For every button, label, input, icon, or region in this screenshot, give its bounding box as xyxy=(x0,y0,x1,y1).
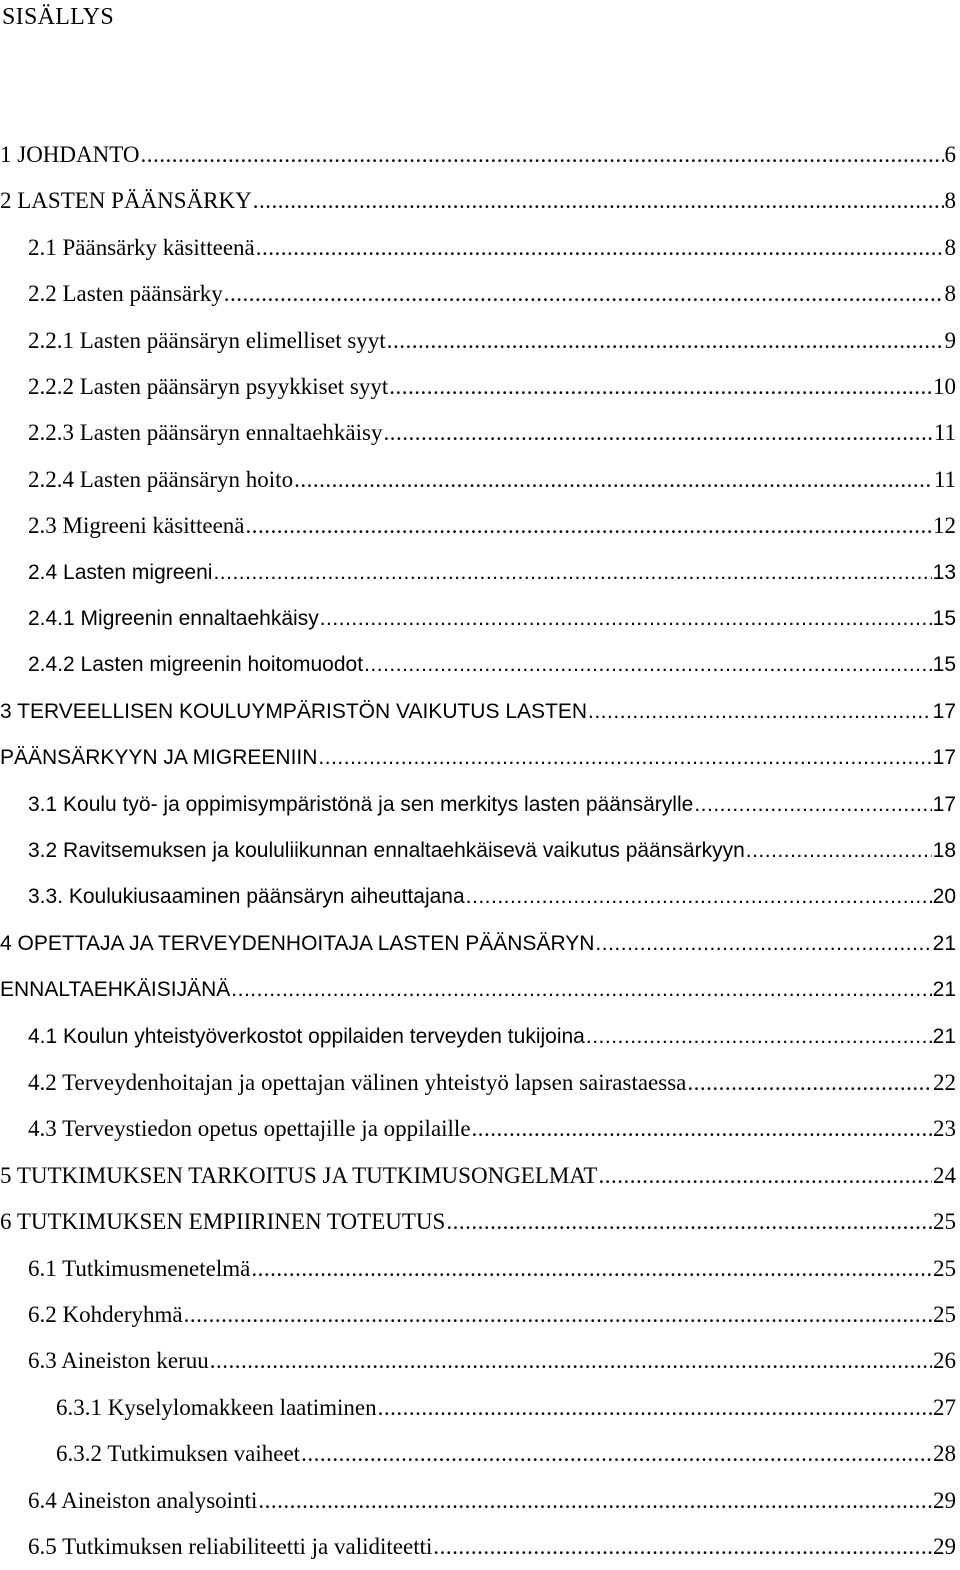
toc-entry-label: 2.2.1 Lasten päänsäryn elimelliset syyt xyxy=(28,328,386,353)
toc-entry-label: 3.2 Ravitsemuksen ja koululiikunnan ennaltaehkäisevä vaikutus päänsärkyyn xyxy=(28,839,745,862)
toc-entry-label: 6.1 Tutkimusmenetelmä xyxy=(28,1256,251,1281)
toc-entry[interactable] xyxy=(0,790,956,820)
dot-leader xyxy=(294,465,933,495)
toc-entry-page-number: 20 xyxy=(932,885,956,908)
toc-entry[interactable] xyxy=(0,233,956,263)
dot-leader xyxy=(433,1532,932,1562)
toc-entry-page-number: 26 xyxy=(933,1348,956,1373)
toc-entry[interactable] xyxy=(0,1346,956,1376)
dot-leader xyxy=(378,1393,932,1423)
dot-leader xyxy=(364,650,932,680)
dot-leader xyxy=(224,279,944,309)
toc-entry[interactable] xyxy=(0,604,956,634)
toc-entry-page-number: 17 xyxy=(932,793,956,816)
toc-entry-label: 2.1 Päänsärky käsitteenä xyxy=(28,235,255,260)
dot-leader xyxy=(687,1068,932,1098)
toc-entry[interactable] xyxy=(0,1114,956,1144)
toc-entry-label: 3.3. Koulukiusaaminen päänsäryn aiheuttajana xyxy=(28,885,465,908)
toc-entry-label: 2.4 Lasten migreeni xyxy=(28,561,213,584)
toc-entry[interactable] xyxy=(0,882,956,912)
dot-leader xyxy=(251,1254,932,1284)
toc-entry-page-number: 12 xyxy=(933,513,956,538)
toc-entry-label: 2.4.2 Lasten migreenin hoitomuodot xyxy=(28,653,364,676)
toc-entry[interactable] xyxy=(0,1254,956,1284)
toc-entry-page-number: 21 xyxy=(932,932,956,955)
toc-entry-label: 4.2 Terveydenhoitajan ja opettajan välinen yhteistyö lapsen sairastaessa xyxy=(28,1070,687,1095)
dot-leader xyxy=(387,326,944,356)
page-title: SISÄLLYS xyxy=(2,4,115,30)
toc-entry-page-number: 29 xyxy=(933,1534,956,1559)
toc-entry[interactable] xyxy=(0,140,956,170)
dot-leader xyxy=(694,790,931,820)
toc-entry-label: 2.3 Migreeni käsitteenä xyxy=(28,513,245,538)
toc-entry-label: 2 LASTEN PÄÄNSÄRKY xyxy=(0,188,252,213)
dot-leader xyxy=(466,882,932,912)
toc-entry-page-number: 17 xyxy=(932,700,956,723)
toc-entry[interactable] xyxy=(0,372,956,402)
dot-leader xyxy=(320,604,932,634)
toc-entry[interactable] xyxy=(0,650,956,680)
dot-leader xyxy=(213,558,931,588)
toc-entry-label: 3.1 Koulu työ- ja oppimisympäristönä ja sen merkitys lasten päänsärylle xyxy=(28,793,694,816)
toc-entry[interactable] xyxy=(0,1393,956,1423)
toc-entry-page-number: 25 xyxy=(933,1302,956,1327)
toc-entry-label: 4 OPETTAJA JA TERVEYDENHOITAJA LASTEN PÄÄNSÄRYN xyxy=(0,932,595,955)
toc-entry-label: 3 TERVEELLISEN KOULUYMPÄRISTÖN VAIKUTUS LASTEN xyxy=(0,700,588,723)
dot-leader xyxy=(231,975,931,1005)
toc-entry-label: 6.2 Kohderyhmä xyxy=(28,1302,183,1327)
dot-leader xyxy=(383,418,932,448)
dot-leader xyxy=(246,511,932,541)
toc-entry[interactable] xyxy=(0,1022,956,1052)
toc-entry[interactable] xyxy=(0,1161,956,1191)
toc-entry-page-number: 11 xyxy=(933,467,956,492)
toc-entry[interactable] xyxy=(0,975,956,1005)
dot-leader xyxy=(595,929,931,959)
toc-entry[interactable] xyxy=(0,186,956,216)
toc-entry[interactable] xyxy=(0,929,956,959)
toc-entry[interactable] xyxy=(0,836,956,866)
toc-entry-page-number: 10 xyxy=(933,374,956,399)
toc-entry-page-number: 22 xyxy=(933,1070,956,1095)
toc-entry[interactable] xyxy=(0,279,956,309)
toc-entry-label: 1 JOHDANTO xyxy=(0,142,140,167)
dot-leader xyxy=(389,372,932,402)
toc-entry-label: 2.2 Lasten päänsärky xyxy=(28,281,223,306)
toc-entry-page-number: 29 xyxy=(933,1488,956,1513)
dot-leader xyxy=(588,697,932,727)
toc-entry-label: 5 TUTKIMUKSEN TARKOITUS JA TUTKIMUSONGELMAT xyxy=(0,1163,598,1188)
toc-entry-page-number: 17 xyxy=(932,746,956,769)
toc-entry-label: 6 TUTKIMUKSEN EMPIIRINEN TOTEUTUS xyxy=(0,1209,446,1234)
toc-entry-page-number: 27 xyxy=(933,1395,956,1420)
toc-entry-page-number: 25 xyxy=(933,1256,956,1281)
toc-entry-label: 2.2.2 Lasten päänsäryn psyykkiset syyt xyxy=(28,374,389,399)
toc-entry-page-number: 28 xyxy=(933,1441,956,1466)
dot-leader xyxy=(184,1300,932,1330)
toc-entry[interactable] xyxy=(0,1439,956,1469)
toc-entry-page-number: 8 xyxy=(944,235,956,260)
toc-entry-label: PÄÄNSÄRKYYN JA MIGREENIIN xyxy=(0,746,318,769)
dot-leader xyxy=(472,1114,932,1144)
toc-entry-page-number: 8 xyxy=(944,188,956,213)
toc-entry-label: 4.1 Koulun yhteistyöverkostot oppilaiden terveyden tukijoina xyxy=(28,1025,585,1048)
toc-entry[interactable] xyxy=(0,418,956,448)
toc-entry-label: 6.3.1 Kyselylomakkeen laatiminen xyxy=(56,1395,377,1420)
dot-leader xyxy=(746,836,932,866)
dot-leader xyxy=(586,1022,932,1052)
toc-entry[interactable] xyxy=(0,1300,956,1330)
toc-entry-page-number: 23 xyxy=(933,1116,956,1141)
toc-entry[interactable] xyxy=(0,743,956,773)
toc-entry[interactable] xyxy=(0,1486,956,1516)
toc-entry[interactable] xyxy=(0,558,956,588)
dot-leader xyxy=(258,1486,932,1516)
toc-entry[interactable] xyxy=(0,1207,956,1237)
toc-entry[interactable] xyxy=(0,1532,956,1562)
dot-leader xyxy=(253,186,944,216)
toc-entry-page-number: 24 xyxy=(933,1163,956,1188)
toc-entry[interactable] xyxy=(0,697,956,727)
toc-entry-page-number: 18 xyxy=(932,839,956,862)
dot-leader xyxy=(141,140,944,170)
dot-leader xyxy=(210,1346,932,1376)
toc-entry-page-number: 15 xyxy=(932,653,956,676)
toc-entry-label: 2.2.4 Lasten päänsäryn hoito xyxy=(28,467,294,492)
dot-leader xyxy=(598,1161,932,1191)
toc-entry-page-number: 6 xyxy=(944,142,956,167)
toc-entry-label: 6.5 Tutkimuksen reliabiliteetti ja validiteetti xyxy=(28,1534,433,1559)
toc-entry-label: 6.3.2 Tutkimuksen vaiheet xyxy=(56,1441,301,1466)
toc-entry-label: 4.3 Terveystiedon opetus opettajille ja oppilaille xyxy=(28,1116,471,1141)
toc-entry-label: 6.3 Aineiston keruu xyxy=(28,1348,209,1373)
toc-entry[interactable] xyxy=(0,326,956,356)
toc-entry-page-number: 15 xyxy=(932,607,956,630)
toc-entry[interactable] xyxy=(0,465,956,495)
toc-entry[interactable] xyxy=(0,1068,956,1098)
dot-leader xyxy=(446,1207,932,1237)
toc-entry-page-number: 9 xyxy=(944,328,956,353)
toc-entry-page-number: 13 xyxy=(932,561,956,584)
toc-entry-label: 2.4.1 Migreenin ennaltaehkäisy xyxy=(28,607,319,630)
dot-leader xyxy=(256,233,944,263)
toc-entry[interactable] xyxy=(0,511,956,541)
toc-entry-page-number: 21 xyxy=(932,1025,956,1048)
toc-entry-label: 6.4 Aineiston analysointi xyxy=(28,1488,258,1513)
toc-entry-page-number: 21 xyxy=(932,978,956,1001)
toc-entry-page-number: 25 xyxy=(933,1209,956,1234)
toc-entry-page-number: 11 xyxy=(933,420,956,445)
dot-leader xyxy=(301,1439,932,1469)
dot-leader xyxy=(318,743,931,773)
toc-entry-page-number: 8 xyxy=(944,281,956,306)
toc-entry-label: ENNALTAEHKÄISIJÄNÄ xyxy=(0,978,231,1001)
toc-entry-label: 2.2.3 Lasten päänsäryn ennaltaehkäisy xyxy=(28,420,383,445)
